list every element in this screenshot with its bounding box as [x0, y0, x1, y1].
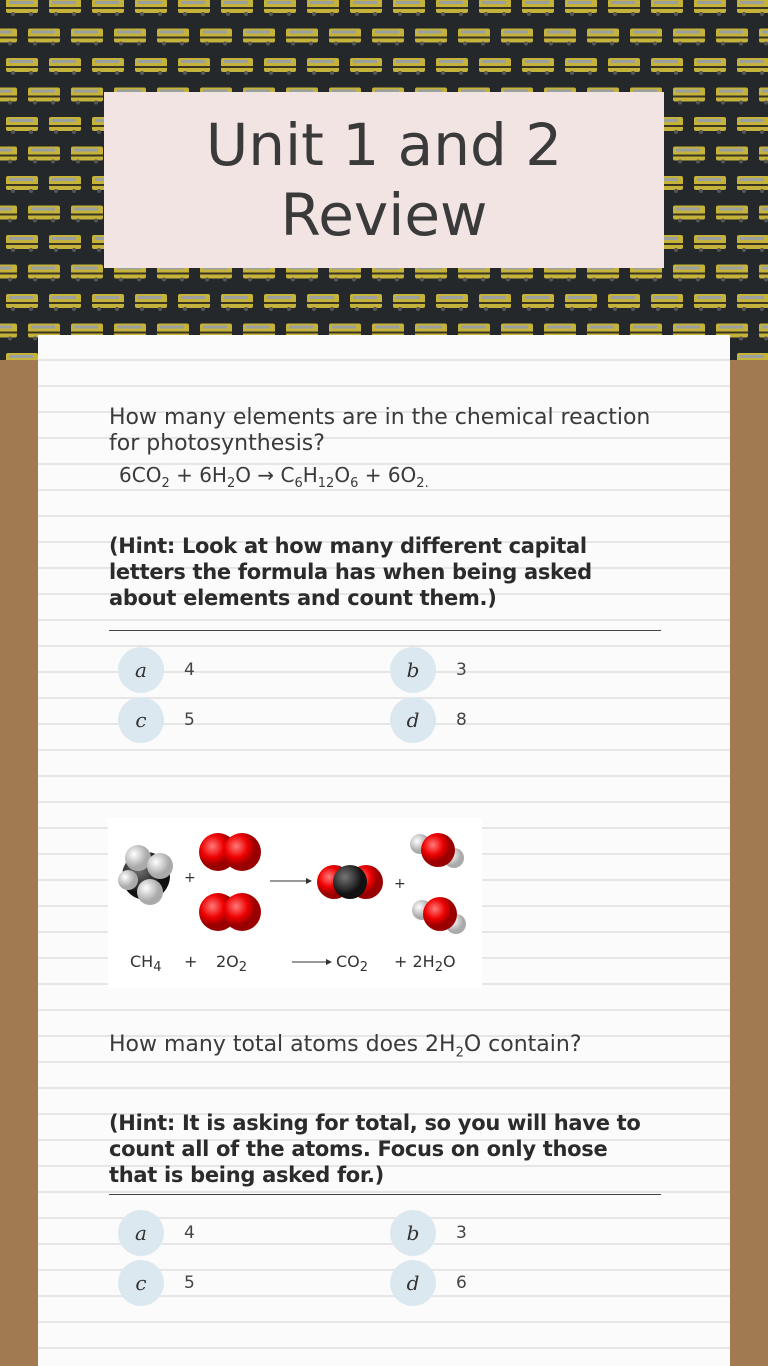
label-co2: $CO_2$	[336, 952, 369, 976]
bus-icon	[307, 58, 339, 75]
option-value: 4	[184, 660, 195, 680]
option-c[interactable]	[118, 697, 195, 743]
bus-icon	[71, 147, 103, 164]
option-d[interactable]	[390, 1260, 467, 1306]
question-1-hint: (Hint: Look at how many different capital letters the formula has when being asked about elements and count them.)	[109, 534, 592, 610]
bus-icon	[479, 58, 511, 75]
label-h2o: + $2H_2O$	[394, 952, 456, 976]
bus-icon	[694, 235, 726, 252]
bus-icon	[716, 29, 748, 46]
methane-combustion-image	[108, 818, 482, 988]
bus-icon	[737, 176, 768, 193]
bus-icon	[651, 0, 683, 16]
bus-icon	[436, 294, 468, 311]
bus-icon	[737, 58, 768, 75]
divider	[109, 630, 661, 631]
bus-icon	[307, 0, 339, 16]
option-letter: a	[118, 647, 164, 693]
bus-icon	[716, 206, 748, 223]
option-value: 5	[184, 1273, 195, 1293]
bus-icon	[264, 58, 296, 75]
bus-icon	[135, 0, 167, 16]
h2o-molecule	[410, 833, 464, 868]
bus-icon	[6, 117, 38, 134]
bus-icon	[135, 294, 167, 311]
bus-icon	[759, 324, 768, 341]
question-1	[109, 405, 661, 611]
bus-icon	[6, 294, 38, 311]
bus-icon	[92, 58, 124, 75]
bus-icon	[716, 88, 748, 105]
label-ch4: $CH_4$	[130, 952, 162, 976]
bus-icon	[522, 294, 554, 311]
bus-icon	[178, 58, 210, 75]
option-c[interactable]	[118, 1260, 195, 1306]
bus-icon	[0, 265, 17, 282]
bus-icon	[651, 58, 683, 75]
bus-icon	[6, 235, 38, 252]
bus-icon	[329, 29, 361, 46]
bus-icon	[28, 147, 60, 164]
bus-icon	[694, 294, 726, 311]
bus-icon	[0, 324, 17, 341]
bus-icon	[694, 0, 726, 16]
option-a[interactable]	[118, 1210, 195, 1256]
label-plus: +	[184, 952, 198, 971]
bus-icon	[673, 29, 705, 46]
option-letter: c	[118, 697, 164, 743]
bus-icon	[415, 29, 447, 46]
bus-icon	[759, 88, 768, 105]
bus-icon	[651, 294, 683, 311]
bus-icon	[200, 29, 232, 46]
bus-icon	[673, 88, 705, 105]
option-letter: b	[390, 647, 436, 693]
bus-icon	[28, 206, 60, 223]
bus-icon	[221, 58, 253, 75]
bus-icon	[716, 147, 748, 164]
bus-icon	[737, 0, 768, 16]
bus-icon	[372, 29, 404, 46]
bus-icon	[71, 265, 103, 282]
bus-icon	[759, 206, 768, 223]
bus-icon	[0, 88, 17, 105]
bus-icon	[264, 0, 296, 16]
o2-molecule	[199, 893, 261, 931]
bus-icon	[178, 0, 210, 16]
option-b[interactable]	[390, 1210, 467, 1256]
bus-icon	[587, 29, 619, 46]
svg-text:+: +	[184, 870, 196, 886]
question-1-text: How many elements are in the chemical reaction for photosynthesis?	[109, 405, 651, 456]
bus-icon	[479, 0, 511, 16]
bus-icon	[393, 58, 425, 75]
bus-icon	[673, 265, 705, 282]
photosynthesis-formula: $6CO_2 + 6H_2O \to C_6H_{12}O_6 + 6O_{2.}$	[119, 463, 429, 491]
option-letter: c	[118, 1260, 164, 1306]
bus-icon	[737, 235, 768, 252]
bus-icon	[6, 58, 38, 75]
bus-icon	[49, 58, 81, 75]
bus-icon	[71, 206, 103, 223]
bus-icon	[350, 0, 382, 16]
bus-icon	[221, 0, 253, 16]
bus-icon	[522, 58, 554, 75]
bus-icon	[264, 294, 296, 311]
bus-icon	[178, 294, 210, 311]
title-card	[104, 92, 664, 268]
bus-icon	[608, 294, 640, 311]
bus-icon	[71, 29, 103, 46]
option-value: 8	[456, 710, 467, 730]
bus-icon	[436, 0, 468, 16]
bus-icon	[28, 88, 60, 105]
question-2-text: How many total atoms does $2H_2O$ contain?	[109, 1032, 582, 1061]
divider	[109, 1194, 661, 1195]
bus-icon	[565, 0, 597, 16]
bus-icon	[49, 117, 81, 134]
bus-icon	[350, 294, 382, 311]
bus-icon	[501, 29, 533, 46]
page-title: Unit 1 and 2 Review	[205, 111, 563, 249]
bus-icon	[393, 0, 425, 16]
bus-icon	[286, 29, 318, 46]
bus-icon	[49, 176, 81, 193]
bus-icon	[673, 206, 705, 223]
bus-icon	[6, 176, 38, 193]
bus-icon	[0, 206, 17, 223]
bus-icon	[243, 29, 275, 46]
bus-icon	[716, 265, 748, 282]
option-value: 3	[456, 660, 467, 680]
bus-icon	[522, 0, 554, 16]
option-letter: d	[390, 1260, 436, 1306]
bus-icon	[0, 29, 17, 46]
bus-icon	[608, 58, 640, 75]
h2o-molecule	[412, 897, 466, 934]
bus-icon	[157, 29, 189, 46]
bus-icon	[694, 117, 726, 134]
question-1-options	[118, 647, 638, 747]
option-value: 4	[184, 1223, 195, 1243]
bus-icon	[565, 294, 597, 311]
bus-icon	[544, 29, 576, 46]
question-2-options	[118, 1210, 638, 1310]
co2-molecule	[317, 865, 383, 899]
bus-icon	[694, 176, 726, 193]
bus-icon	[28, 265, 60, 282]
option-value: 3	[456, 1223, 467, 1243]
ch4-molecule	[118, 845, 173, 905]
bus-icon	[49, 0, 81, 16]
bus-icon	[28, 29, 60, 46]
bus-icon	[694, 58, 726, 75]
bus-icon	[565, 58, 597, 75]
bus-icon	[608, 0, 640, 16]
bus-icon	[737, 117, 768, 134]
bus-icon	[92, 294, 124, 311]
bus-icon	[737, 353, 768, 360]
bus-icon	[92, 0, 124, 16]
bus-icon	[737, 294, 768, 311]
bus-icon	[307, 294, 339, 311]
bus-icon	[479, 294, 511, 311]
option-letter: d	[390, 697, 436, 743]
bus-icon	[114, 29, 146, 46]
bus-icon	[458, 29, 490, 46]
bus-icon	[49, 235, 81, 252]
label-o2: $2O_2$	[216, 952, 248, 976]
bus-icon	[135, 58, 167, 75]
bus-icon	[759, 29, 768, 46]
o2-molecule	[199, 833, 261, 871]
bus-icon	[759, 265, 768, 282]
bus-icon	[6, 353, 38, 360]
option-value: 6	[456, 1273, 467, 1293]
bus-icon	[71, 88, 103, 105]
bus-icon	[221, 294, 253, 311]
bus-icon	[759, 147, 768, 164]
bus-icon	[6, 0, 38, 16]
question-2-hint: (Hint: It is asking for total, so you will have to count all of the atoms. Focus on only those that is being asked for.)	[109, 1111, 641, 1188]
option-d[interactable]	[390, 697, 467, 743]
bus-icon	[630, 29, 662, 46]
option-letter: a	[118, 1210, 164, 1256]
bus-icon	[673, 147, 705, 164]
header-banner	[0, 0, 768, 360]
bus-icon	[436, 58, 468, 75]
bus-icon	[393, 294, 425, 311]
option-value: 5	[184, 710, 195, 730]
bus-icon	[0, 147, 17, 164]
bus-icon	[49, 294, 81, 311]
option-a[interactable]	[118, 647, 195, 693]
svg-text:+: +	[394, 876, 406, 892]
bus-icon	[350, 58, 382, 75]
option-b[interactable]	[390, 647, 467, 693]
question-2	[109, 1032, 661, 1188]
option-letter: b	[390, 1210, 436, 1256]
